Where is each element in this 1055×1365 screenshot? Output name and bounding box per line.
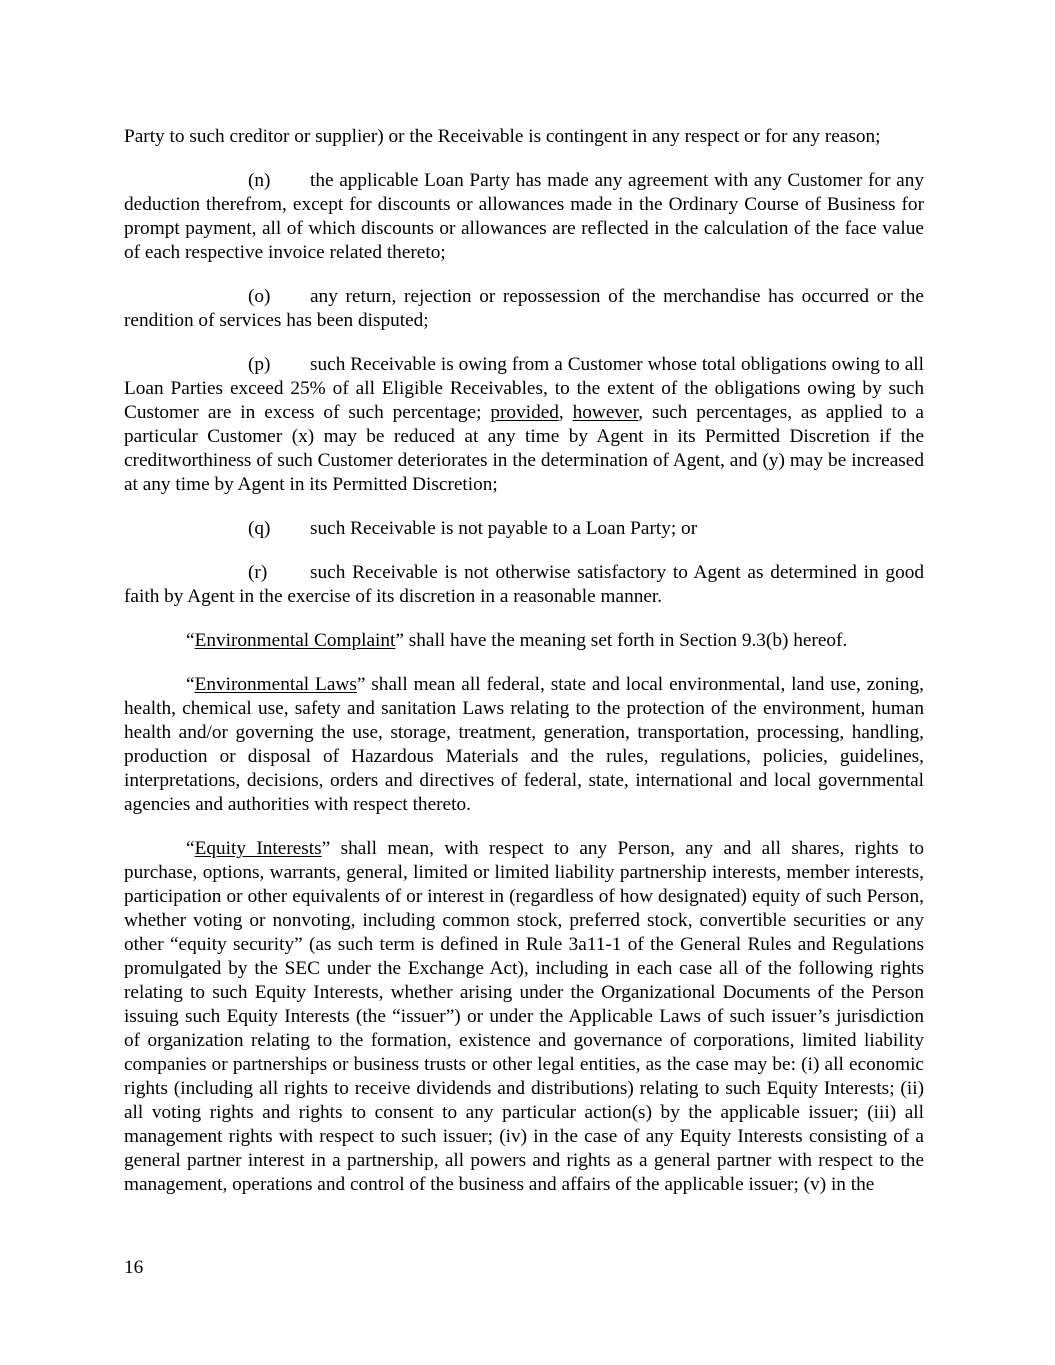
term-however: however — [572, 402, 639, 423]
clause-text: , — [558, 402, 573, 423]
clause-p — [124, 353, 924, 497]
clause-o — [124, 285, 924, 333]
clause-text: such Receivable is not payable to a Loan Party; or — [310, 518, 698, 539]
clause-q — [124, 517, 924, 541]
term-provided: provided — [490, 402, 559, 423]
clause-label: (n) — [248, 170, 271, 191]
clause-label: (p) — [248, 354, 271, 375]
definition-text: ” shall have the meaning set forth in Section 9.3(b) hereof. — [395, 630, 848, 651]
defined-term: Environmental Complaint — [194, 630, 396, 651]
clause-label: (r) — [248, 562, 268, 583]
clause-text: such Receivable is not otherwise satisfactory to Agent as determined in good faith by Agent in the exercise of its discretion in a reasonable manner. — [124, 562, 924, 607]
definition-environmental-laws — [124, 673, 924, 817]
definition-environmental-complaint — [124, 629, 924, 653]
clause-n — [124, 169, 924, 265]
clause-label: (q) — [248, 518, 271, 539]
clause-text: , such percentages, as applied to a particular Customer (x) may be reduced at any time by Agent in its Permitted Discretion if the creditworthiness of such Customer deteriorates in the determination of Agent, and (y) may be increased at any time by Agent in its Permitted Discretion; — [124, 402, 924, 495]
clause-text: any return, rejection or repossession of the merchandise has occurred or the rendition of services has been disputed; — [124, 286, 924, 331]
clause-text: the applicable Loan Party has made any agreement with any Customer for any deduction therefrom, except for discounts or allowances made in the Ordinary Course of Business for prompt payment, all of which discounts or allowances are reflected in the calculation of the face value of each respective invoice related thereto; — [124, 170, 924, 263]
clause-label: (o) — [248, 286, 271, 307]
continuation-paragraph: Party to such creditor or supplier) or the Receivable is contingent in any respect or for any reason; — [124, 126, 881, 147]
open-quote: “ — [186, 674, 195, 695]
definition-text: ” shall mean all federal, state and local environmental, land use, zoning, health, chemical use, safety and sanitation Laws relating to the protection of the environment, human health and/or governing the use, storage, treatment, generation, transportation, processing, handling, production or disposal of Hazardous Materials and the rules, regulations, policies, guidelines, interpretations, decisions, orders and directives of federal, state, international and local governmental agencies and authorities with respect thereto. — [124, 674, 925, 815]
page-number: 16 — [124, 1257, 144, 1278]
definition-text: ” shall mean, with respect to any Person, any and all shares, rights to purchase, options, warrants, general, limited or limited liability partnership interests, member interests, participation or other equivalents of or interest in (regardless of how designated) equity of such Person, whether voting or nonvoting, including common stock, preferred stock, convertible securities or any other “equity security” (as such term is defined in Rule 3a11-1 of the General Rules and Regulations promulgated by the SEC under the Exchange Act), including in each case all of the following rights relating to such Equity Interests, whether arising under the Organizational Documents of the Person issuing such Equity Interests (the “issuer”) or under the Applicable Laws of such issuer’s jurisdiction of organization relating to the formation, existence and governance of corporations, limited liability companies or partnerships or business trusts or other legal entities, as the case may be: (i) all economic rights (including all rights to receive dividends and distributions) relating to such Equity Interests; (ii) all voting rights and rights to consent to any particular action(s) by the applicable issuer; (iii) all management rights with respect to such issuer; (iv) in the case of any Equity Interests consisting of a general partner interest in a partnership, all powers and rights as a general partner with respect to the management, operations and control of the business and affairs of the applicable issuer; (v) in the — [124, 838, 924, 1195]
open-quote: “ — [186, 838, 195, 859]
definition-equity-interests — [124, 837, 924, 1197]
defined-term: Environmental Laws — [194, 674, 357, 695]
defined-term: Equity Interests — [194, 838, 322, 859]
page-body — [124, 125, 924, 1197]
clause-text: such Receivable is owing from a Customer whose total obligations owing to all Loan Parties exceed 25% of all Eligible Receivables, to the extent of the obligations owing by such Customer are in excess of such percentage; — [124, 354, 924, 423]
open-quote: “ — [186, 630, 195, 651]
clause-r — [124, 561, 924, 609]
